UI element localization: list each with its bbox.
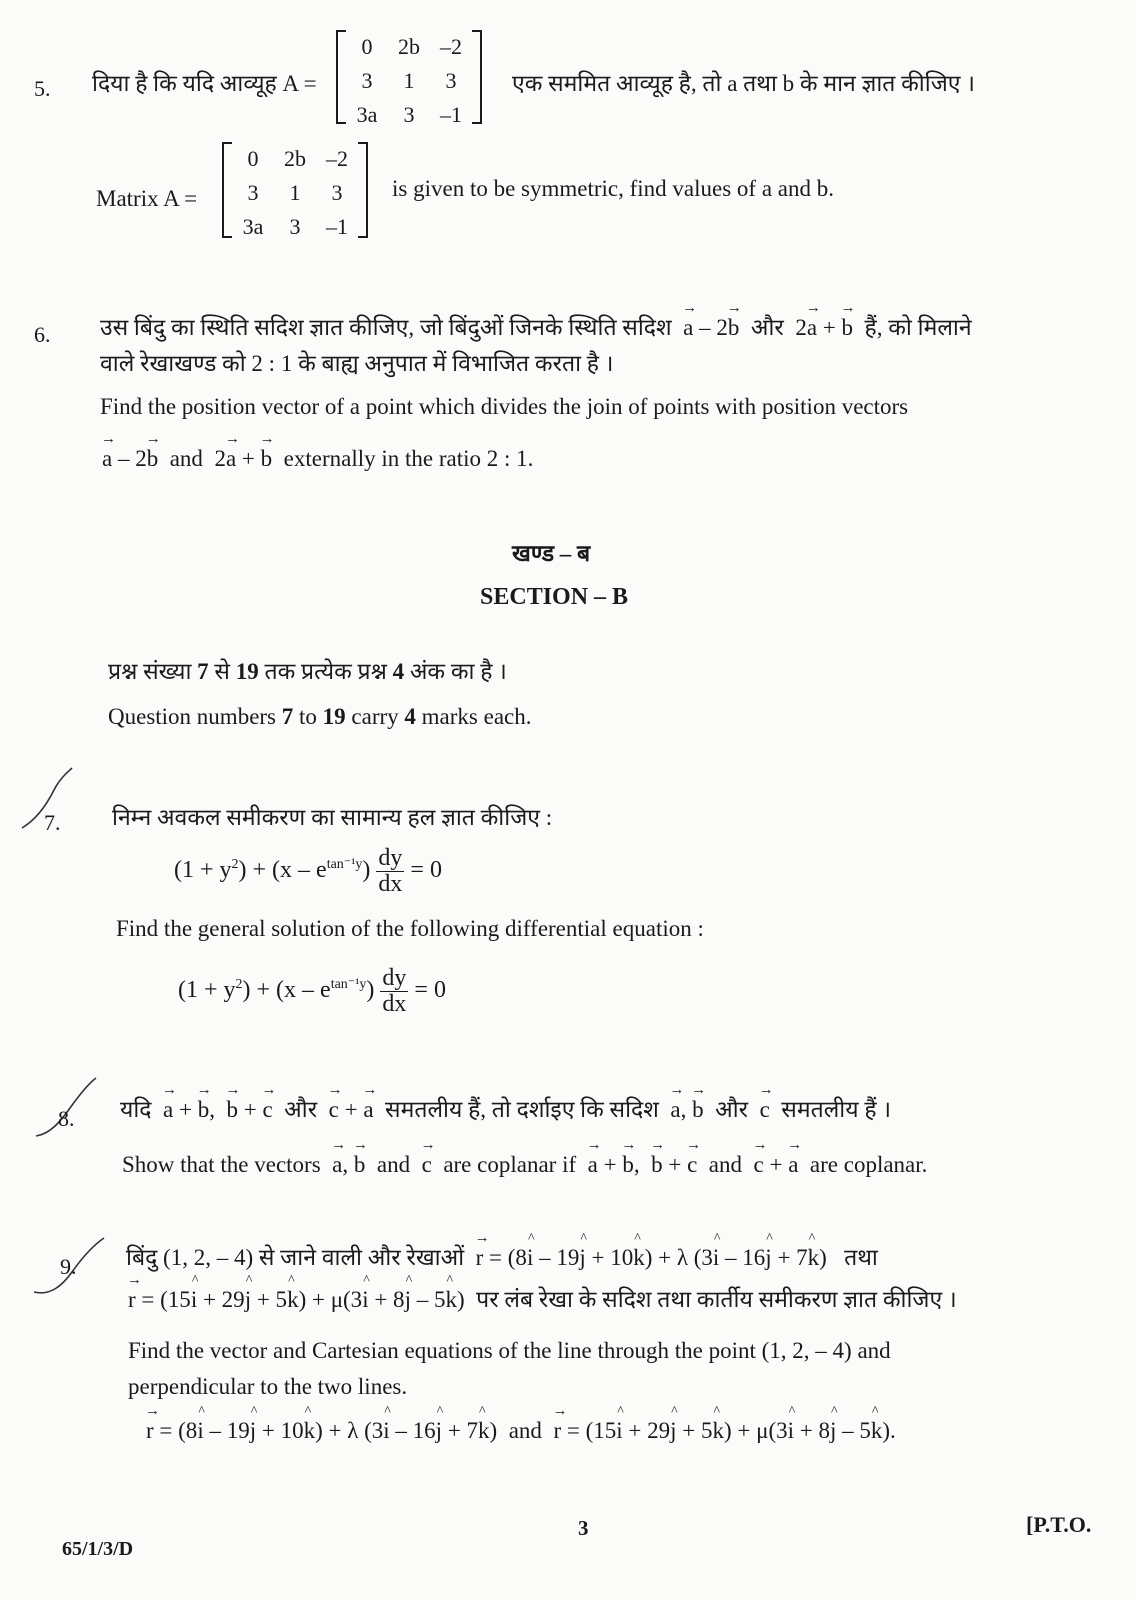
q8-text: समतलीय हैं । <box>781 1097 892 1122</box>
q8-text: and <box>708 1152 742 1177</box>
q9-eng-equations <box>146 1418 896 1444</box>
vec-expr: → a – 2→ b <box>102 446 164 471</box>
q6-eng-2a: and <box>169 446 203 471</box>
q8-hindi <box>120 1092 891 1124</box>
note-bold: 7 <box>197 659 209 684</box>
note-bold: 19 <box>235 659 259 684</box>
q6-number: 6. <box>34 322 51 347</box>
dy-dx-fraction <box>380 966 408 1017</box>
q8-number: 8. <box>58 1106 75 1131</box>
matrix-cell: 2b <box>284 146 306 171</box>
q7-eng: Find the general solution of the following differential equation : <box>116 916 704 941</box>
matrix-cell: 3 <box>445 68 457 93</box>
q9-number: 9. <box>60 1254 77 1279</box>
matrix-cell: 3 <box>331 180 343 205</box>
q6-hindi-line2: वाले रेखाखण्ड को 2 : 1 के बाह्य अनुपात में विभाजित करता है । <box>100 351 614 376</box>
eq-part: 2 <box>231 857 239 873</box>
q8-text: and <box>376 1152 411 1177</box>
note-text: प्रश्न संख्या <box>108 659 192 684</box>
matrix-cell: –1 <box>440 102 462 127</box>
matrix-cell: 3a <box>242 214 264 239</box>
vec-expr: → c + → a <box>323 1097 379 1122</box>
note-bold: 19 <box>322 704 346 729</box>
q6-hindi-1c: हैं, को मिलाने <box>864 315 972 340</box>
q7-number: 7. <box>44 810 61 835</box>
matrix-cell: 3 <box>403 102 415 127</box>
q9-eng-line1: Find the vector and Cartesian equations of the line through the point (1, 2, – 4) and <box>128 1338 891 1363</box>
note-text: अंक का है । <box>409 659 507 684</box>
dy-dx-fraction <box>376 846 404 897</box>
q9-hindi-line1 <box>126 1240 878 1272</box>
q6-eng-2b: externally in the ratio 2 : 1. <box>283 446 534 471</box>
q6-hindi-1b: और <box>750 315 784 340</box>
matrix-cell: –2 <box>440 34 462 59</box>
q9-text: पर लंब रेखा के सदिश तथा कार्तीय समीकरण ज्ञात कीजिए । <box>476 1287 957 1312</box>
note-text: carry <box>351 704 399 729</box>
vec-expr: → c + → a <box>748 1152 804 1177</box>
q8-eng <box>122 1152 927 1178</box>
matrix-cell: 0 <box>247 146 259 171</box>
note-text: marks each. <box>421 704 532 729</box>
q8-text: are coplanar if <box>443 1152 577 1177</box>
q9-text: तथा <box>844 1245 878 1270</box>
q5-hindi-suffix: एक सममित आव्यूह है, तो a तथा b के मान ज्ञात कीजिए । <box>512 71 975 96</box>
q9-text: and <box>508 1418 542 1443</box>
q5-number: 5. <box>34 76 51 101</box>
q8-text: यदि <box>120 1097 152 1122</box>
vec-expr: 2→ a + → b <box>790 315 859 340</box>
page-number: 3 <box>578 1516 589 1540</box>
pto-label: [P.T.O. <box>1026 1512 1092 1537</box>
paper-code: 65/1/3/D <box>62 1538 134 1560</box>
q9-text: बिंदु (1, 2, – 4) से जाने वाली और रेखाओं <box>126 1245 465 1270</box>
section-hindi: खण्ड – ब <box>512 541 591 566</box>
matrix-cell: –2 <box>326 146 348 171</box>
eq-part: (1 + y <box>174 857 232 884</box>
eq-part: = 0 <box>410 857 442 884</box>
note-text: तक प्रत्येक प्रश्न <box>264 659 387 684</box>
note-bold: 7 <box>281 704 294 729</box>
line-eq-2: → r = (15^ i + 29^ j + 5^ k) + μ(3^ i + 8^ j – 5^ k). <box>548 1418 896 1443</box>
eq-part: tan⁻¹y <box>330 977 367 993</box>
note-bold: 4 <box>392 659 405 684</box>
matrix-cell: 1 <box>289 180 301 205</box>
q8-text: समतलीय हैं, तो दर्शाइए कि सदिश <box>385 1097 659 1122</box>
vec-expr: → c <box>754 1097 776 1122</box>
q6-hindi-1a: उस बिंदु का स्थिति सदिश ज्ञात कीजिए, जो बिंदुओं जिनके स्थिति सदिश <box>100 315 672 340</box>
matrix-cell: 0 <box>361 34 373 59</box>
vec-expr: 2→ a + → b <box>209 446 278 471</box>
q9-eng-line2: perpendicular to the two lines. <box>128 1374 408 1399</box>
section-title: SECTION – B <box>480 584 629 610</box>
vec-expr: → c <box>416 1152 438 1177</box>
q7-equation-hindi <box>174 846 442 897</box>
eq-part: ) <box>366 977 375 1004</box>
q6-hindi-line1 <box>100 310 972 342</box>
eq-part: dy <box>378 845 403 871</box>
matrix-cell: –1 <box>326 214 348 239</box>
eq-part: dx <box>378 871 403 898</box>
vec-expr: → a, → b <box>326 1152 371 1177</box>
q8-text: और <box>284 1097 318 1122</box>
vec-expr: → a + → b, → b + → c <box>582 1152 703 1177</box>
q9-hindi-line2 <box>128 1282 957 1314</box>
matrix-cell: 3 <box>361 68 373 93</box>
vec-expr: → a, → b <box>665 1097 710 1122</box>
q6-eng-line1: Find the position vector of a point which divides the join of points with position vectors <box>100 394 909 419</box>
matrix-cell: 3a <box>356 102 378 127</box>
q8-text: are coplanar. <box>809 1152 928 1177</box>
eq-part: 2 <box>235 977 243 993</box>
note-text: Question numbers <box>108 704 277 729</box>
note-text: to <box>299 704 317 729</box>
line-eq-2: → r = (15^ i + 29^ j + 5^ k) + μ(3^ i + 8^ j – 5^ k) <box>128 1287 470 1312</box>
vec-expr: → a + → b, → b + → c <box>157 1097 278 1122</box>
q6-eng-line2 <box>102 446 533 472</box>
eq-part: (1 + y <box>178 977 236 1004</box>
note-bold: 4 <box>404 704 416 729</box>
eq-part: ) + (x – e <box>238 857 327 884</box>
matrix-cell: 3 <box>247 180 259 205</box>
q7-equation-eng <box>178 966 446 1017</box>
section-note-eng <box>108 704 532 730</box>
note-text: से <box>214 659 230 684</box>
matrix-cell: 1 <box>403 68 415 93</box>
q5-matrix-hindi <box>336 30 482 127</box>
eq-part: = 0 <box>414 977 446 1004</box>
line-eq-1: → r = (8^ i – 19^ j + 10^ k) + λ (3^ i – 16^ j + 7^ k) <box>146 1418 503 1443</box>
q8-text: Show that the vectors <box>122 1152 321 1177</box>
eq-part: ) <box>362 857 371 884</box>
eq-part: dy <box>382 965 407 991</box>
matrix-cell: 3 <box>289 214 301 239</box>
q5-matrix-eng <box>222 142 368 238</box>
eq-part: ) + (x – e <box>242 977 331 1004</box>
vec-expr: → a – 2→ b <box>677 315 745 340</box>
eq-part: tan⁻¹y <box>326 857 363 873</box>
eq-part: dx <box>382 991 407 1018</box>
q7-hindi: निम्न अवकल समीकरण का सामान्य हल ज्ञात कीजिए : <box>112 805 553 830</box>
matrix-cell: 2b <box>398 34 420 59</box>
line-eq-1: → r = (8^ i – 19^ j + 10^ k) + λ (3^ i – 16^ j + 7^ k) <box>470 1245 838 1270</box>
section-note-hindi <box>108 654 507 686</box>
q8-text: और <box>715 1097 749 1122</box>
q5-hindi-prefix: दिया है कि यदि आव्यूह A = <box>92 71 317 96</box>
q5-eng-prefix: Matrix A = <box>96 186 198 211</box>
q5-eng-suffix: is given to be symmetric, find values of a and b. <box>392 176 835 201</box>
